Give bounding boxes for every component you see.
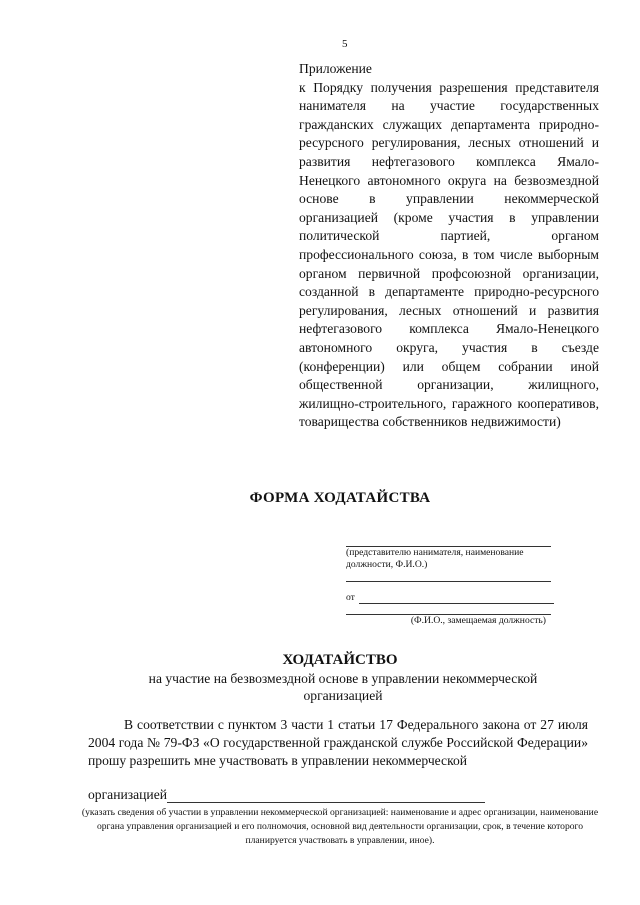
organization-row — [88, 787, 508, 803]
petition-title: ХОДАТАЙСТВО — [282, 652, 398, 668]
appendix-block — [299, 60, 599, 432]
addressee-block — [346, 540, 554, 627]
from-row — [346, 592, 554, 604]
petition-subtitle: на участие на безвозмездной основе в управлении некоммерческой организацией — [148, 671, 538, 703]
form-title: ФОРМА ХОДАТАЙСТВА — [249, 490, 431, 506]
organization-line[interactable] — [167, 788, 485, 803]
petition-body: В соответствии с пунктом 3 части 1 статьи 17 Федерального закона от 27 июля 2004 года № 79-ФЗ «О государственной гражданской службе Российской Федерации» прошу разрешить мне участвовать в управлении некоммерческой — [88, 717, 588, 768]
page-number: 5 — [342, 38, 348, 50]
position-caption: (Ф.И.О., замещаемая должность) — [410, 615, 546, 626]
addressee-caption: (представителю нанимателя, наименование должности, Ф.И.О.) — [346, 547, 524, 570]
appendix-body: к Порядку получения разрешения представителя нанимателя на участие государственных гражданских служащих департамента природно-ресурсного регулирования, лесных отношений и развития нефтегазового комплекса Ямало-Ненецкого автономного округа на безвозмездной основе в управлении некоммерческой организацией (кроме участия в управлении политической партией, органом профессионального союза, в том числе выборным органом первичной профсоюзной организации, созданной в департаменте природно-ресурсного регулирования, лесных отношений и развития нефтегазового комплекса Ямало-Ненецкого автономного округа, участия в съезде (конференции) или общем собрании иной общественной организации, жилищного, жилищно-строительного, гаражного кооперативов, товарищества собственников недвижимости) — [299, 79, 599, 430]
organization-label: организацией — [88, 787, 168, 802]
addressee-line-2[interactable] — [346, 571, 551, 582]
from-line[interactable] — [359, 594, 554, 604]
position-line[interactable] — [346, 604, 551, 615]
appendix-title: Приложение — [299, 61, 372, 76]
addressee-line[interactable] — [346, 540, 551, 547]
from-label: от — [346, 592, 355, 603]
organization-footnote: (указать сведения об участии в управлении некоммерческой организацией: наименование и адрес организации, наименование органа управления организацией и его полномочия, основной вид деятельности организации, срок, в течение которого планируется участвовать в управлении, иное). — [81, 807, 599, 846]
